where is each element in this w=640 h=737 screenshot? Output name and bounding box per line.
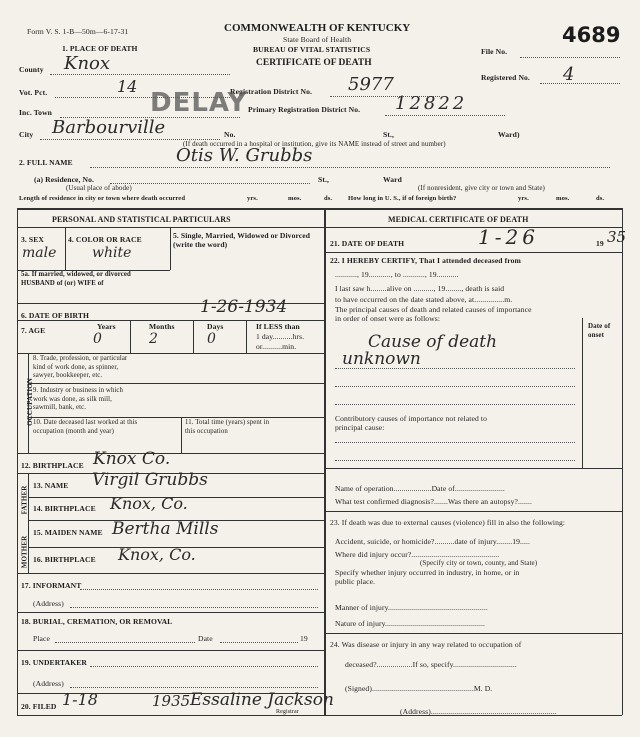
ward-label: Ward) — [498, 130, 520, 139]
occurred-text: to have occurred on the date stated above, at...............m. — [335, 295, 513, 304]
sex-value: male — [22, 245, 57, 261]
occupation-related-1: 24. Was disease or injury in any way related to occupation of — [330, 640, 522, 649]
length-label: Length of residence in city or town where death occurred — [19, 195, 186, 202]
filed-value: 1-18 — [62, 690, 98, 709]
death-year-prefix: 19 — [596, 239, 604, 248]
mother-birthplace-label: 16. BIRTHPLACE — [33, 555, 96, 564]
burial-date-label: Date — [198, 634, 213, 643]
residence-st: St., — [318, 175, 329, 184]
hospital-note: (If death occurred in a hospital or institution, give its NAME instead of street and number) — [183, 140, 446, 148]
manner-of-injury: Manner of injury.................................................. — [335, 603, 488, 612]
residence-ward: Ward — [383, 175, 402, 184]
form-code: Form V. S. 1-B—50m—6-17-31 — [27, 27, 129, 36]
inc-town-label: Inc. Town — [19, 108, 52, 117]
color-value: white — [92, 245, 132, 261]
father-birthplace-label: 14. BIRTHPLACE — [33, 504, 96, 513]
years-value: 0 — [93, 331, 102, 347]
less-than-day: 1 day..........hrs. — [256, 332, 305, 341]
certificate-title: CERTIFICATE OF DEATH — [256, 58, 372, 68]
burial-year-label: 19 — [300, 634, 308, 643]
mother-side-label: MOTHER — [20, 535, 29, 569]
onset-label: Date of onset — [588, 322, 611, 339]
medical-heading: MEDICAL CERTIFICATE OF DEATH — [388, 215, 529, 224]
order-text: in order of onset were as follows: — [335, 314, 441, 323]
nature-of-injury: Nature of injury.................................................. — [335, 619, 485, 628]
primary-district-value: 12822 — [395, 93, 468, 114]
registrar-label: Registrar — [276, 709, 299, 715]
undertaker-address-label: (Address) — [33, 679, 64, 688]
external-cause-3: Where did injury occur?............................................ — [335, 550, 500, 559]
date-of-birth-label: 6. DATE OF BIRTH — [21, 311, 89, 320]
registered-number: 4 — [563, 64, 575, 85]
full-name-label: 2. FULL NAME — [19, 158, 73, 167]
file-number: 4689 — [562, 23, 621, 47]
physician-address: (Address)............................................................... — [400, 707, 557, 716]
nonresident-note: (If nonresident, give city or town and State) — [418, 184, 545, 192]
burial-place-label: Place — [33, 634, 50, 643]
sex-label: 3. SEX — [21, 235, 44, 244]
diagnosis-text: What test confirmed diagnosis?.......Was there an autopsy?....... — [335, 497, 532, 506]
length-mos: mos. — [288, 195, 302, 202]
abode-note: (Usual place of abode) — [66, 184, 132, 192]
undertaker-label: 19. UNDERTAKER — [21, 658, 87, 667]
file-no-label: File No. — [481, 47, 508, 56]
months-label: Months — [149, 322, 175, 331]
death-year-value: 35 — [607, 228, 627, 246]
occupation-11: 11. Total time (years) spent in this occupation — [185, 419, 270, 435]
reg-district-value: 5977 — [348, 74, 394, 95]
primary-district-label: Primary Registration District No. — [248, 105, 361, 114]
external-cause-6: public place. — [335, 577, 376, 586]
principal-text: The principal causes of death and related causes of importance — [335, 305, 532, 314]
registrar-signature: Essaline Jackson — [190, 690, 334, 710]
birthplace-value: Knox Co. — [93, 449, 171, 469]
date-of-death-label: 21. DATE OF DEATH — [330, 239, 405, 248]
filed-label: 20. FILED — [21, 702, 57, 711]
contributory-text-1: Contributory causes of importance not related to — [335, 414, 487, 423]
board-name: State Board of Health — [283, 35, 352, 44]
occupation-related-2: deceased?..................If so, specify................................ — [345, 660, 517, 669]
how-long-label: How long in U. S., if of foreign birth? — [348, 195, 457, 202]
how-long-ds: ds. — [596, 195, 605, 202]
state-title: COMMONWEALTH OF KENTUCKY — [224, 22, 411, 34]
date-of-death-value: 1-26 — [478, 225, 539, 249]
color-label: 4. COLOR OR RACE — [68, 235, 142, 244]
occupation-10: 10. Date deceased last worked at this occupation (month and year) — [33, 419, 138, 435]
personal-heading: PERSONAL AND STATISTICAL PARTICULARS — [52, 215, 231, 224]
informant-label: 17. INFORMANT — [21, 581, 82, 590]
marital-label: 5. Single, Married, Widowed or Divorced (write the word) — [173, 231, 311, 249]
spouse-label: 5a. If married, widowed, or divorced HUSBAND of (or) WIFE of — [21, 271, 131, 287]
last-saw-text: I last saw h........alive on .........., 19........, death is said — [335, 284, 505, 293]
father-name-label: 13. NAME — [33, 481, 69, 490]
days-label: Days — [207, 322, 224, 331]
days-value: 0 — [207, 331, 216, 347]
county-value: Knox — [64, 53, 111, 74]
years-label: Years — [97, 322, 116, 331]
county-label: County — [19, 65, 44, 74]
filed-year: 1935 — [152, 692, 191, 710]
cause-of-death: Cause of death — [368, 332, 498, 352]
physician-signed: (Signed)...................................................M. D. — [345, 684, 493, 693]
city-value: Barbourville — [52, 117, 166, 138]
residence-label: (a) Residence, No. — [34, 175, 95, 184]
st-label: St., — [383, 130, 394, 139]
burial-label: 18. BURIAL, CREMATION, OR REMOVAL — [21, 617, 173, 626]
how-long-yrs: yrs. — [518, 195, 529, 202]
mother-birthplace-value: Knox, Co. — [118, 545, 196, 564]
length-ds: ds. — [324, 195, 333, 202]
father-birthplace-value: Knox, Co. — [110, 494, 188, 513]
father-name-value: Virgil Grubbs — [92, 470, 208, 490]
external-cause-4: (Specify city or town, county, and State) — [420, 559, 538, 567]
no-label: No. — [224, 130, 236, 139]
city-label: City — [19, 130, 34, 139]
father-side-label: FATHER — [20, 485, 29, 515]
operation-text: Name of operation...................Date of......................... — [335, 484, 505, 493]
date-of-birth-value: 1-26-1934 — [200, 297, 288, 317]
length-yrs: yrs. — [247, 195, 258, 202]
months-value: 2 — [149, 331, 158, 347]
informant-address-label: (Address) — [33, 599, 64, 608]
birthplace-label: 12. BIRTHPLACE — [21, 461, 84, 470]
external-cause-5: Specify whether injury occurred in industry, in home, or in — [335, 568, 520, 577]
vot-label: Vot. Pct. — [19, 88, 48, 97]
cause-unknown: unknown — [342, 349, 421, 369]
how-long-mos: mos. — [556, 195, 570, 202]
full-name-value: Otis W. Grubbs — [176, 145, 313, 166]
delay-stamp: DELAY — [150, 88, 248, 118]
vot-value: 14 — [117, 77, 138, 96]
attendance-blanks: ..........., 19..........., to ..........., 19........... — [335, 270, 459, 279]
maiden-name-value: Bertha Mills — [112, 519, 219, 539]
certify-text: 22. I HEREBY CERTIFY, That I attended deceased from — [330, 256, 521, 265]
occupation-9: 9. Industry or business in which work was done, as silk mill, sawmill, bank, etc. — [33, 387, 124, 411]
external-cause-2: Accident, suicide, or homicide?..........date of injury........19..... — [335, 537, 531, 546]
less-than-min: or..........min. — [256, 342, 297, 351]
occupation-8: 8. Trade, profession, or particular kind of work done, as spinner, sawyer, bookkeeper, etc. — [33, 355, 128, 379]
reg-district-label: Registration District No. — [230, 87, 313, 96]
less-than-label: If LESS than — [256, 322, 300, 331]
registered-no-label: Registered No. — [481, 73, 530, 82]
maiden-name-label: 15. MAIDEN NAME — [33, 528, 103, 537]
contributory-text-2: principal cause: — [335, 423, 385, 432]
external-cause-1: 23. If death was due to external causes (violence) fill in also the following: — [330, 518, 566, 527]
place-of-death-heading: 1. PLACE OF DEATH — [62, 44, 138, 53]
occupation-side-label: OCCUPATION — [25, 378, 34, 426]
bureau-name: BUREAU OF VITAL STATISTICS — [253, 45, 371, 54]
age-label: 7. AGE — [21, 326, 46, 335]
